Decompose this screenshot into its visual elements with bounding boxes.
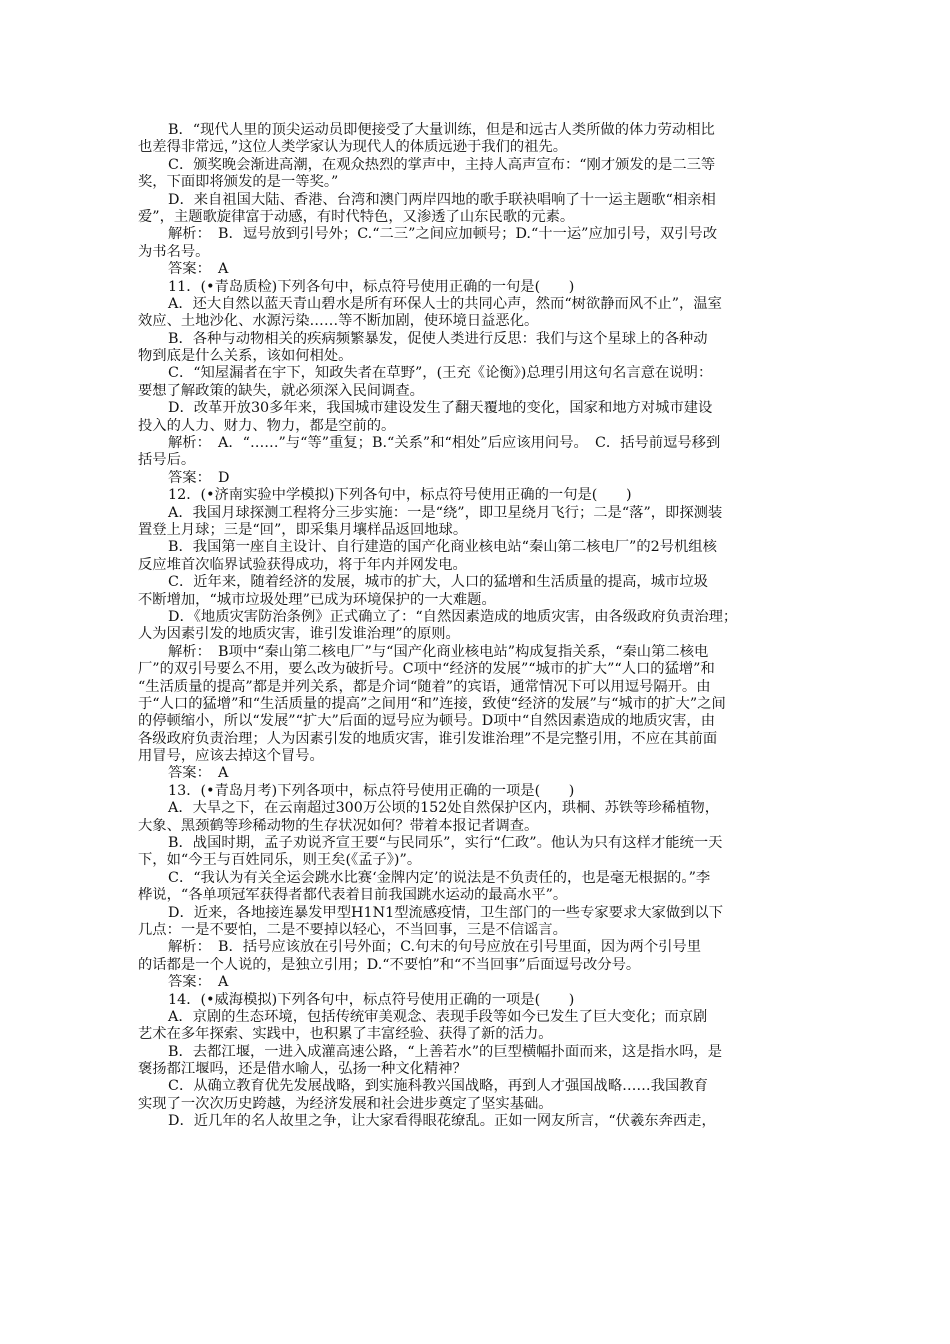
text-line: 下，如“今王与百姓同乐，则王矣(《孟子》)”。	[138, 852, 422, 869]
text-line: D．来自祖国大陆、香港、台湾和澳门两岸四地的歌手联袂唱响了十一运主题歌“相亲相	[168, 191, 716, 208]
text-line: 也差得非常远，”这位人类学家认为现代人的体质远逊于我们的祖先。	[138, 139, 568, 156]
text-line: 13．(•青岛月考)下列各项中，标点符号使用正确的一项是( )	[168, 782, 575, 799]
text-line: C．近年来，随着经济的发展，城市的扩大，人口的猛增和生活质量的提高，城市垃圾	[168, 574, 708, 591]
text-line: 大象、黑颈鹤等珍稀动物的生存状况如何？带着本报记者调查。	[138, 817, 539, 834]
text-line: B．各种与动物相关的疾病频繁暴发，促使人类进行反思：我们与这个星球上的各种动	[168, 330, 708, 347]
text-line: 几点：一是不要怕，二是不要掉以轻心，不当回事，三是不信谣言。	[138, 921, 567, 938]
text-line: 为书名号。	[138, 243, 210, 260]
text-line: 投入的人力、财力、物力，都是空前的。	[138, 417, 396, 434]
text-line: 褒扬都江堰吗，还是借水喻人，弘扬一种文化精神？	[138, 1061, 467, 1078]
text-line: 答案： D	[168, 469, 230, 486]
text-line: A．还大自然以蓝天青山碧水是所有环保人士的共同心声，然而“树欲静而风不止”，温室	[168, 295, 722, 312]
text-line: 艺术在多年探索、实践中，也积累了丰富经验、获得了新的活力。	[138, 1026, 553, 1043]
text-line: 要想了解政策的缺失，就必须深入民间调查。	[138, 382, 424, 399]
text-line: 反应堆首次临界试验获得成功，将于年内并网发电。	[138, 556, 467, 573]
text-line: 效应、土地沙化、水源污染……等不断加剧，使环境日益恶化。	[138, 313, 539, 330]
text-line: 括号后。	[138, 452, 196, 469]
text-line: 14．(•威海模拟)下列各句中，标点符号使用正确的一项是( )	[168, 991, 575, 1008]
text-line: 解析： B项中“秦山第二核电厂”与“国产化商业核电站”构成复指关系，“秦山第二核电	[168, 643, 709, 660]
text-line: D．近几年的名人故里之争，让大家看得眼花缭乱。正如一网友所言，“伏羲东奔西走，	[168, 1113, 716, 1130]
text-line: B．战国时期，孟子劝说齐宣王要“与民同乐”，实行“仁政”。他认为只有这样才能统一天	[168, 835, 723, 852]
text-line: 实现了一次次历史跨越，为经济发展和社会进步奠定了坚实基础。	[138, 1095, 553, 1112]
text-line: 用冒号，应该去掉这个冒号。	[138, 748, 324, 765]
text-line: B．我国第一座自主设计、自行建造的国产化商业核电站“秦山第二核电厂”的2号机组核	[168, 539, 717, 556]
text-line: A．京剧的生态环境，包括传统审美观念、表现手段等如今已发生了巨大变化；而京剧	[168, 1008, 708, 1025]
text-line: D．改革开放30多年来，我国城市建设发生了翻天覆地的变化，国家和地方对城市建设	[168, 400, 713, 417]
text-line: 各级政府负责治理；人为因素引发的地质灾害，谁引发谁治理”不是完整引用，不应在其前面	[138, 730, 718, 747]
text-line: 答案： A	[168, 261, 229, 278]
text-line: C．“知屋漏者在宇下，知政失者在草野”，(王充《论衡》)总理引用这句名言意在说明：	[168, 365, 713, 382]
text-line: 人为因素引发的地质灾害，谁引发谁治理”的原则。	[138, 626, 460, 643]
text-line: C．“我认为有关全运会跳水比赛‘金牌内定’的说法是不负责任的，也是毫无根据的。”李	[168, 869, 711, 886]
text-line: 厂”的双引号要么不用，要么改为破折号。C项中“经济的发展”“城市的扩大”“人口的猛增”和	[138, 661, 715, 678]
text-line: 解析： B．括号应该放在引号外面；C.句末的句号应放在引号里面，因为两个引号里	[168, 939, 702, 956]
text-line: C．颁奖晚会渐进高潮，在观众热烈的掌声中，主持人高声宣布：“刚才颁发的是二三等	[168, 156, 716, 173]
text-line: 物到底是什么关系，该如何相处。	[138, 348, 353, 365]
text-line: 解析： A．“……”与“等”重复；B.“关系”和“相处”后应该用问号。 C．括号前逗号移到	[168, 435, 721, 452]
document-body	[138, 122, 818, 1131]
text-line: 答案： A	[168, 765, 229, 782]
text-line: D．《地质灾害防治条例》正式确立了：“自然因素造成的地质灾害，由各级政府负责治理；	[168, 608, 738, 625]
text-line: 解析： B．逗号放到引号外；C.“二三”之间应加顿号；D.“十一运”应加引号，双引号改	[168, 226, 718, 243]
text-line: C．从确立教育优先发展战略，到实施科教兴国战略，再到人才强国战略……我国教育	[168, 1078, 708, 1095]
text-line: D．近来，各地接连暴发甲型H1N1型流感疫情，卫生部门的一些专家要求大家做到以下	[168, 904, 724, 921]
text-line: B．“现代人里的顶尖运动员即便接受了大量训练，但是和远古人类所做的体力劳动相比	[168, 122, 715, 138]
text-line: 的停顿缩小，所以“发展”“扩大”后面的逗号应为顿号。D项中“自然因素造成的地质灾害，由	[138, 713, 715, 730]
text-line: 11．(•青岛质检)下列各句中，标点符号使用正确的一句是( )	[168, 278, 575, 295]
text-line: 的话都是一个人说的，是独立引用；D.“不要怕”和“不当回事”后面逗号改分号。	[138, 956, 641, 973]
text-line: 桦说，“各单项冠军获得者都代表着目前我国跳水运动的最高水平”。	[138, 887, 568, 904]
text-line: B．去都江堰，一进入成灌高速公路，“上善若水”的巨型横幅扑面而来，这是指水吗，是	[168, 1043, 723, 1060]
text-line: “生活质量的提高”都是并列关系，都是介词“随着”的宾语，通常情况下可以用逗号隔开。由	[138, 678, 711, 695]
text-line: 12．(•济南实验中学模拟)下列各句中，标点符号使用正确的一句是( )	[168, 487, 632, 504]
text-line: 爱”，主题歌旋律富于动感，有时代特色，又渗透了山东民歌的元素。	[138, 208, 575, 225]
text-line: A．大旱之下，在云南超过300万公顷的152处自然保护区内，珙桐、苏铁等珍稀植物，	[168, 800, 719, 817]
text-line: 不断增加，“城市垃圾处理”已成为环境保护的一大难题。	[138, 591, 496, 608]
text-line: 答案： A	[168, 974, 229, 991]
text-line: 于“人口的猛增”和“生活质量的提高”之间用“和”连接，致使“经济的发展”与“城市的扩大”之间	[138, 695, 726, 712]
text-line: A．我国月球探测工程将分三步实施：一是“绕”，即卫星绕月飞行；二是“落”，即探测装	[168, 504, 723, 521]
text-line: 置登上月球；三是“回”，即采集月壤样品返回地球。	[138, 521, 468, 538]
text-line: 奖，下面即将颁发的是一等奖。”	[138, 174, 339, 191]
